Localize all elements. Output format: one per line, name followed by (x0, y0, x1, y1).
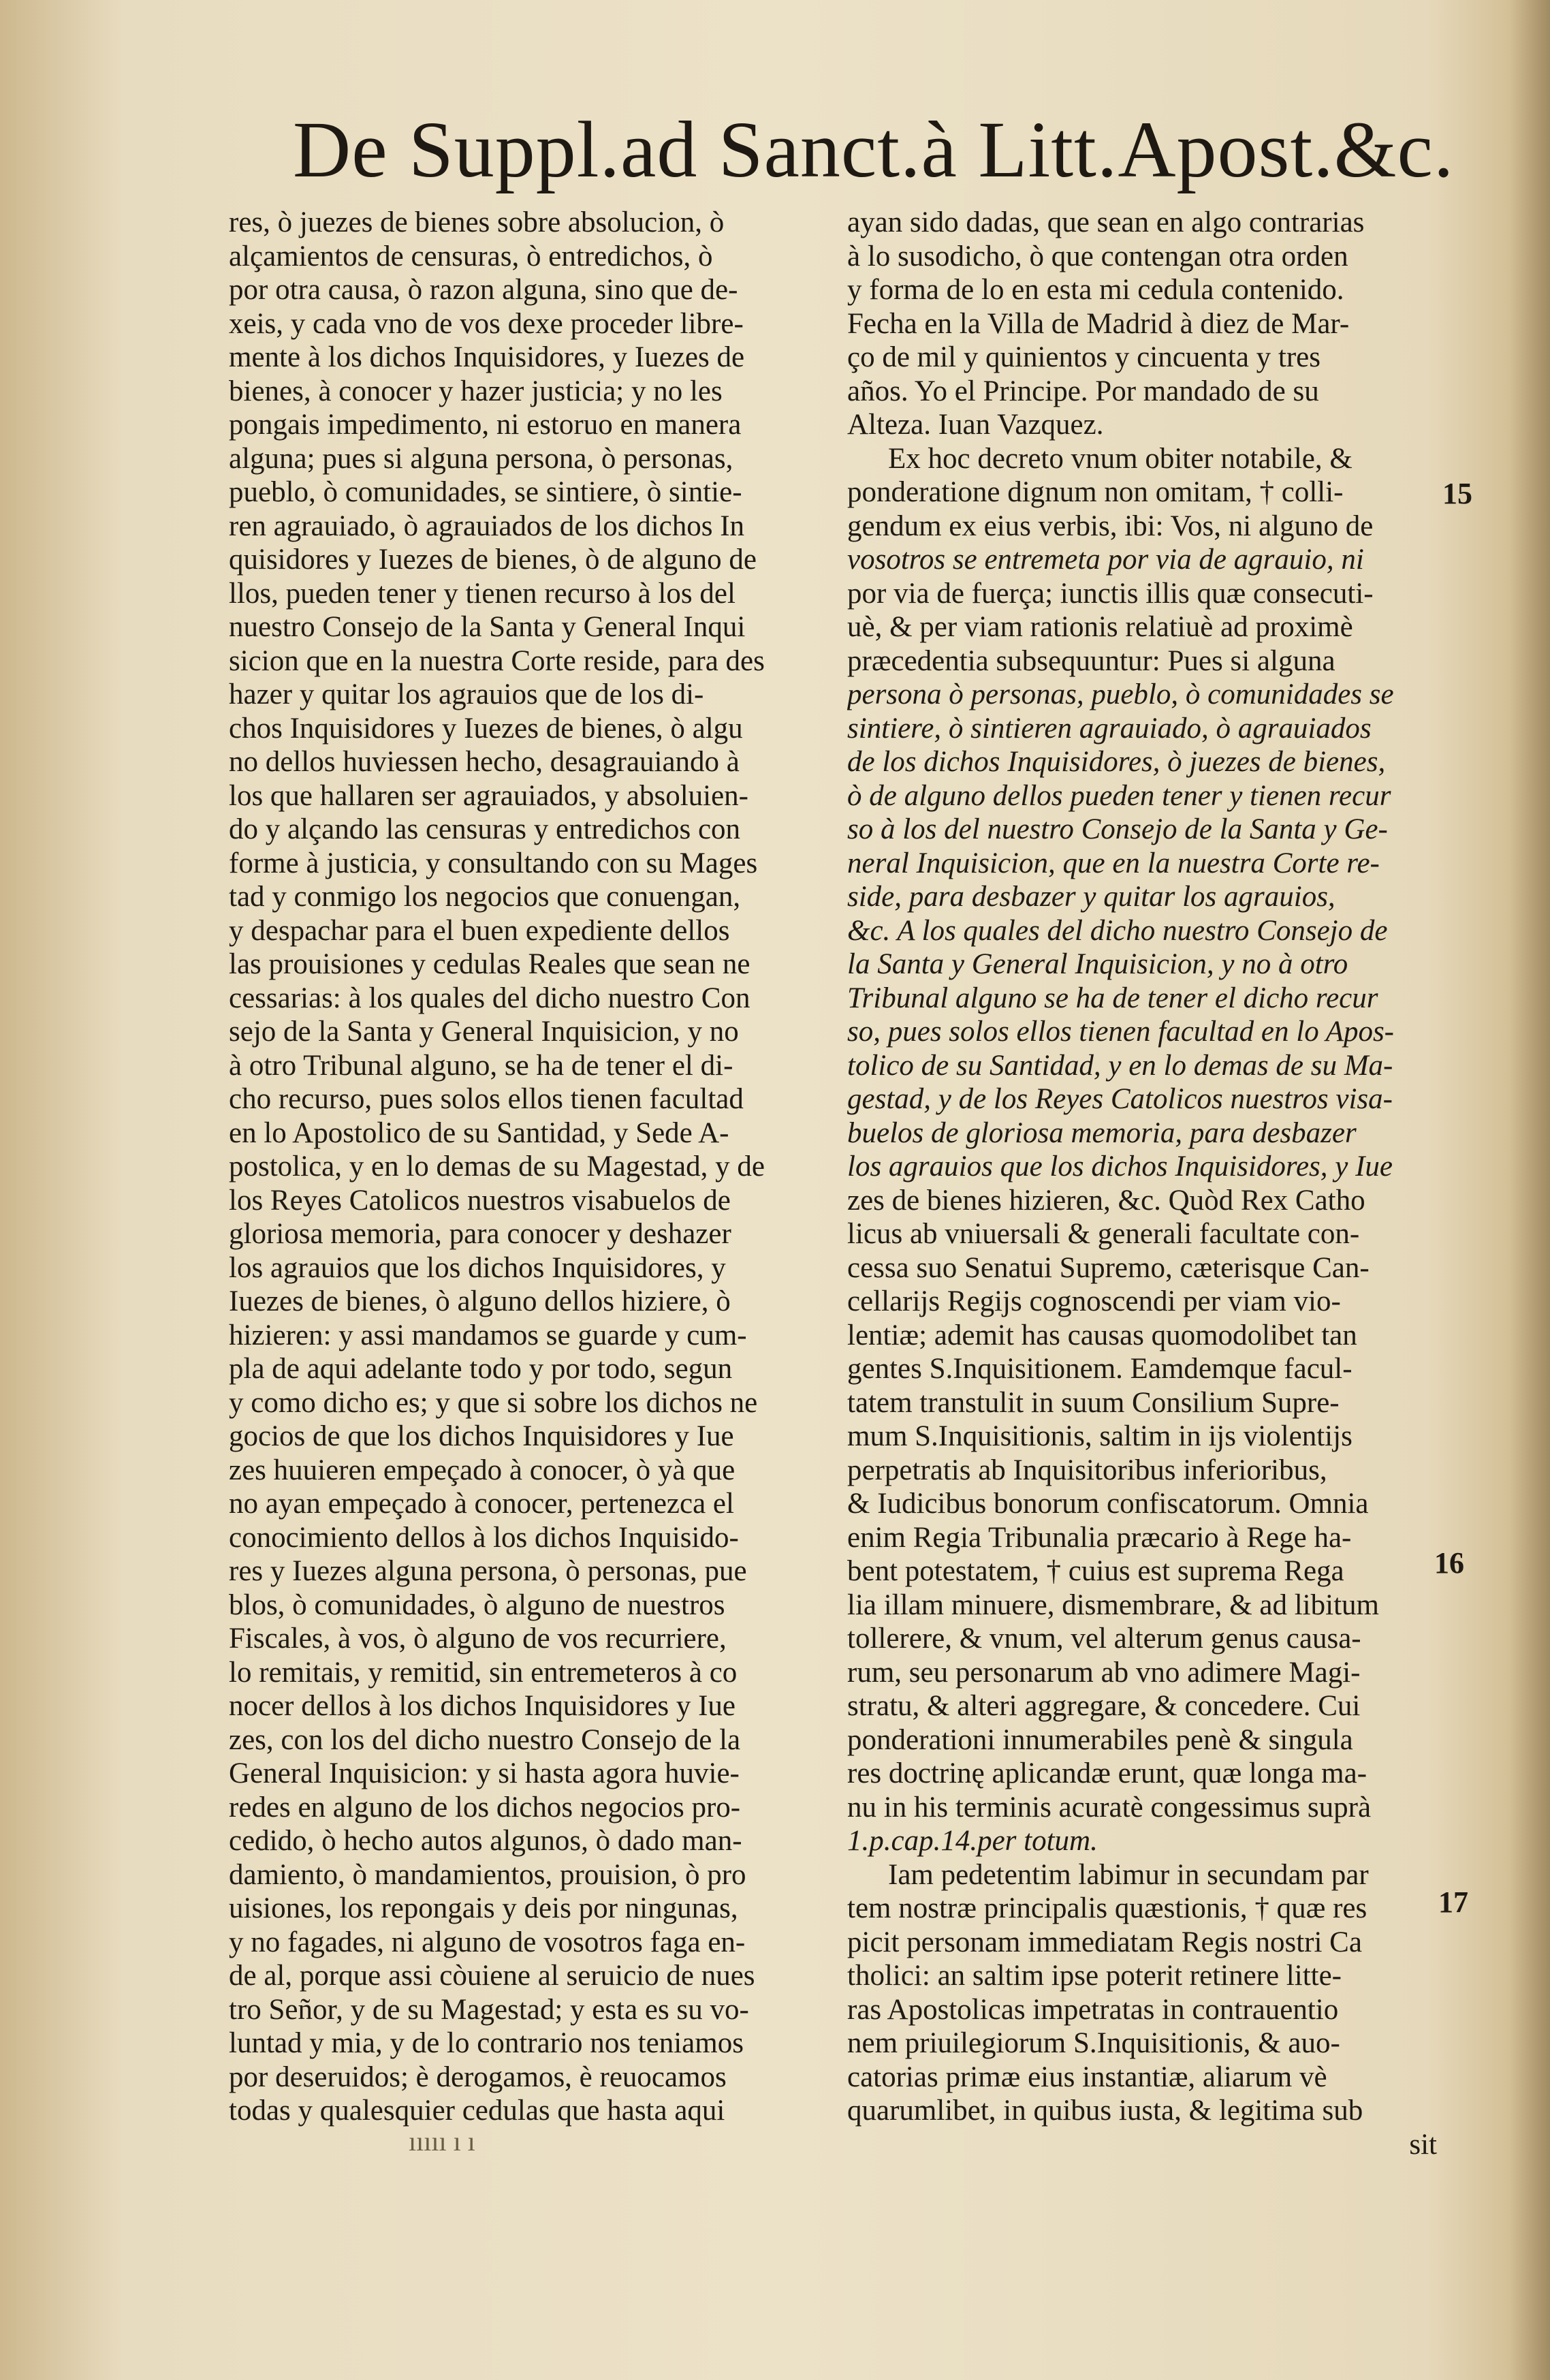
text-line: ò de alguno dellos pueden tener y tienen recur (847, 779, 1391, 812)
text-line: tad y conmigo los negocios que conuengan, (229, 881, 741, 913)
text-line: General Inquisicion: y si hasta agora huvie- (229, 1757, 740, 1789)
text-line: gestad, y de los Reyes Catolicos nuestros visa- (847, 1083, 1393, 1115)
text-line: ço de mil y quinientos y cincuenta y tres (847, 341, 1320, 373)
text-line: nuestro Consejo de la Santa y General Inqui (229, 611, 746, 643)
text-line: so, pues solos ellos tienen facultad en lo Apos- (847, 1016, 1394, 1048)
text-line: pongais impedimento, ni estoruo en manera (229, 409, 742, 441)
text-line: mente à los dichos Inquisidores, y Iuezes de (229, 341, 745, 373)
text-line: res y Iuezes alguna persona, ò personas, pue (229, 1555, 747, 1587)
text-line: tholici: an saltim ipse poterit retinere litte- (847, 1960, 1342, 1992)
text-line: Alteza. Iuan Vazquez. (847, 409, 1104, 441)
text-line: chos Inquisidores y Iuezes de bienes, ò algu (229, 712, 743, 745)
text-line: y no fagades, ni alguno de vosotros faga en- (229, 1926, 746, 1958)
text-line: à otro Tribunal alguno, se ha de tener el di- (229, 1049, 733, 1082)
text-line: por deseruidos; è derogamos, è reuocamos (229, 2061, 727, 2093)
text-line: res, ò juezes de bienes sobre absolucion, ò (229, 206, 725, 238)
text-line: Fecha en la Villa de Madrid à diez de Mar- (847, 307, 1350, 340)
text-line: neral Inquisicion, que en la nuestra Corte re- (847, 847, 1380, 879)
text-line: luntad y mia, y de lo contrario nos teniamos (229, 2027, 744, 2059)
text-line: nu in his terminis acuratè congessimus suprà (847, 1791, 1372, 1823)
text-line: xeis, y cada vno de vos dexe proceder libre- (229, 307, 744, 340)
text-line: enim Regia Tribunalia præcario à Rege ha- (847, 1521, 1352, 1554)
text-line: cho recurso, pues solos ellos tienen facultad (229, 1083, 744, 1115)
text-line: rum, seu personarum ab vno adimere Magi- (847, 1656, 1361, 1689)
margin-number-15: 15 (1442, 477, 1472, 510)
text-line: de los dichos Inquisidores, ò juezes de bienes, (847, 746, 1386, 778)
text-line: ren agrauiado, ò agrauiados de los dichos In (229, 510, 745, 542)
text-line: gentes S.Inquisitionem. Eamdemque facul- (847, 1353, 1353, 1385)
text-line: do y alçando las censuras y entredichos con (229, 813, 741, 845)
text-line: hizieren: y assi mandamos se guarde y cum- (229, 1319, 747, 1351)
text-line: gocios de que los dichos Inquisidores y Iue (229, 1420, 734, 1452)
text-line: llos, pueden tener y tienen recurso à los del (229, 577, 736, 610)
text-line: cellarijs Regijs cognoscendi per viam vio- (847, 1285, 1341, 1317)
text-line: los agrauios que los dichos Inquisidores, y (229, 1251, 726, 1284)
text-line: pueblo, ò comunidades, se sintiere, ò sintie- (229, 476, 742, 508)
text-line: por via de fuerça; iunctis illis quæ consecuti- (847, 577, 1374, 610)
right-column (847, 206, 1437, 2161)
text-line: ponderationi innumerabiles penè & singula (847, 1723, 1353, 1756)
text-line: no ayan empeçado à conocer, pertenezca el (229, 1488, 734, 1520)
text-line: Ex hoc decreto vnum obiter notabile, & (888, 442, 1353, 475)
text-line: y forma de lo en esta mi cedula contenido. (847, 274, 1344, 306)
text-line: perpetratis ab Inquisitoribus inferioribus, (847, 1454, 1327, 1486)
text-line: res doctrinę aplicandæ erunt, quæ longa ma- (847, 1757, 1367, 1789)
text-line: zes de bienes hizieren, &c. Quòd Rex Catho (847, 1184, 1365, 1217)
text-line: tolico de su Santidad, y en lo demas de su Ma- (847, 1049, 1393, 1082)
text-line: 1.p.cap.14.per totum. (847, 1825, 1098, 1857)
text-line: damiento, ò mandamientos, prouision, ò pro (229, 1858, 746, 1891)
text-line: tatem transtulit in suum Consilium Supre- (847, 1386, 1340, 1419)
text-line: alçamientos de censuras, ò entredichos, ò (229, 240, 713, 272)
text-line: persona ò personas, pueblo, ò comunidades se (847, 678, 1394, 710)
text-line: catorias primæ eius instantiæ, aliarum vè (847, 2061, 1327, 2093)
text-line: lentiæ; ademit has causas quomodolibet tan (847, 1319, 1357, 1351)
text-line: las prouisiones y cedulas Reales que sean ne (229, 948, 750, 980)
text-line: tro Señor, y de su Magestad; y esta es su vo- (229, 1993, 749, 2026)
text-line: sintiere, ò sintieren agrauiado, ò agrauiados (847, 712, 1372, 745)
text-line: los agrauios que los dichos Inquisidores, y Iue (847, 1150, 1393, 1183)
faded-footer-mark: ııııı ı ı (409, 2126, 475, 2157)
text-line: lia illam minuere, dismembrare, & ad libitum (847, 1588, 1379, 1621)
text-line: no dellos huviessen hecho, desagrauiando à (229, 746, 740, 778)
text-line: tollerere, & vnum, vel alterum genus causa- (847, 1623, 1361, 1655)
gutter-shadow (1509, 0, 1550, 2380)
text-line: pla de aqui adelante todo y por todo, segun (229, 1353, 733, 1385)
text-line: buelos de gloriosa memoria, para desbazer (847, 1116, 1357, 1149)
text-line: y despachar para el buen expediente dellos (229, 914, 730, 947)
text-line: licus ab vniuersali & generali facultate con- (847, 1218, 1360, 1250)
text-line: gendum ex eius verbis, ibi: Vos, ni alguno de (847, 510, 1374, 542)
text-line: zes, con los del dicho nuestro Consejo de la (229, 1723, 741, 1756)
text-line: ras Apostolicas impetratas in contrauentio (847, 1993, 1339, 2026)
text-line: mum S.Inquisitionis, saltim in ijs violentijs (847, 1420, 1353, 1452)
text-line: y como dicho es; y que si sobre los dichos ne (229, 1386, 758, 1419)
text-line: sicion que en la nuestra Corte reside, para des (229, 644, 765, 677)
text-line: nem priuilegiorum S.Inquisitionis, & auo- (847, 2027, 1340, 2059)
text-line: redes en alguno de los dichos negocios pro- (229, 1791, 741, 1823)
text-line: blos, ò comunidades, ò alguno de nuestros (229, 1588, 725, 1621)
text-line: uisiones, los repongais y deis por ningunas, (229, 1892, 738, 1924)
text-line: side, para desbazer y quitar los agrauios, (847, 881, 1335, 913)
text-line: Iuezes de bienes, ò alguno dellos hiziere, ò (229, 1285, 731, 1317)
text-line: picit personam immediatam Regis nostri Ca (847, 1926, 1362, 1958)
text-line: &c. A los quales del dicho nuestro Consejo de (847, 914, 1388, 947)
text-line: so à los del nuestro Consejo de la Santa y Ge- (847, 813, 1388, 845)
margin-number-16: 16 (1434, 1546, 1464, 1580)
text-line: nocer dellos à los dichos Inquisidores y Iue (229, 1690, 736, 1722)
text-line: Iam pedetentim labimur in secundam par (888, 1858, 1369, 1891)
text-line: stratu, & alteri aggregare, & concedere. Cui (847, 1690, 1361, 1722)
text-line: de al, porque assi còuiene al seruicio de nues (229, 1960, 755, 1992)
text-line: uè, & per viam rationis relatiuè ad proximè (847, 611, 1353, 643)
text-line: ayan sido dadas, que sean en algo contrarias (847, 206, 1365, 238)
running-header: De Suppl.ad Sanct.à Litt.Apost.&c. (293, 105, 1455, 194)
text-line: zes huuieren empeçado à conocer, ò yà que (229, 1454, 736, 1486)
text-line: los que hallaren ser agrauiados, y absoluien- (229, 779, 748, 812)
text-line: en lo Apostolico de su Santidad, y Sede A- (229, 1116, 729, 1149)
text-line: alguna; pues si alguna persona, ò personas, (229, 442, 733, 475)
text-line: todas y qualesquier cedulas que hasta aqui (229, 2095, 725, 2127)
text-line: vosotros se entremeta por via de agrauio, ni (847, 544, 1364, 576)
text-line: bienes, à conocer y hazer justicia; y no les (229, 375, 723, 407)
text-line: los Reyes Catolicos nuestros visabuelos de (229, 1184, 731, 1217)
text-line: sit (1409, 2128, 1437, 2161)
text-line: conocimiento dellos à los dichos Inquisido- (229, 1521, 739, 1554)
text-line: sejo de la Santa y General Inquisicion, y no (229, 1016, 739, 1048)
text-line: quarumlibet, in quibus iusta, & legitima sub (847, 2095, 1363, 2127)
text-line: quisidores y Iuezes de bienes, ò de alguno de (229, 544, 757, 576)
text-line: ponderatione dignum non omitam, † colli- (847, 476, 1344, 508)
text-line: la Santa y General Inquisicion, y no à otro (847, 948, 1348, 980)
text-line: años. Yo el Principe. Por mandado de su (847, 375, 1319, 407)
margin-number-17: 17 (1438, 1885, 1468, 1919)
text-line: cedido, ò hecho autos algunos, ò dado man- (229, 1825, 742, 1857)
text-line: præcedentia subsequuntur: Pues si alguna (847, 644, 1335, 677)
text-line: gloriosa memoria, para conocer y deshazer (229, 1218, 731, 1250)
text-line: Fiscales, à vos, ò alguno de vos recurriere, (229, 1623, 727, 1655)
text-line: à lo susodicho, ò que contengan otra orden (847, 240, 1348, 272)
text-line: bent potestatem, † cuius est suprema Rega (847, 1555, 1344, 1587)
text-line: por otra causa, ò razon alguna, sino que de- (229, 274, 738, 306)
text-line: & Iudicibus bonorum confiscatorum. Omnia (847, 1488, 1369, 1520)
left-column (229, 206, 816, 2128)
text-line: tem nostræ principalis quæstionis, † quæ res (847, 1892, 1367, 1924)
text-line: lo remitais, y remitid, sin entremeteros à co (229, 1656, 738, 1689)
text-line: hazer y quitar los agrauios que de los di- (229, 678, 704, 710)
text-line: cessarias: à los quales del dicho nuestro Con (229, 982, 750, 1014)
text-line: forme à justicia, y consultando con su Mages (229, 847, 758, 879)
text-line: cessa suo Senatui Supremo, cæterisque Can- (847, 1251, 1370, 1284)
text-line: postolica, y en lo demas de su Magestad, y de (229, 1150, 765, 1183)
text-line: Tribunal alguno se ha de tener el dicho recur (847, 982, 1378, 1014)
